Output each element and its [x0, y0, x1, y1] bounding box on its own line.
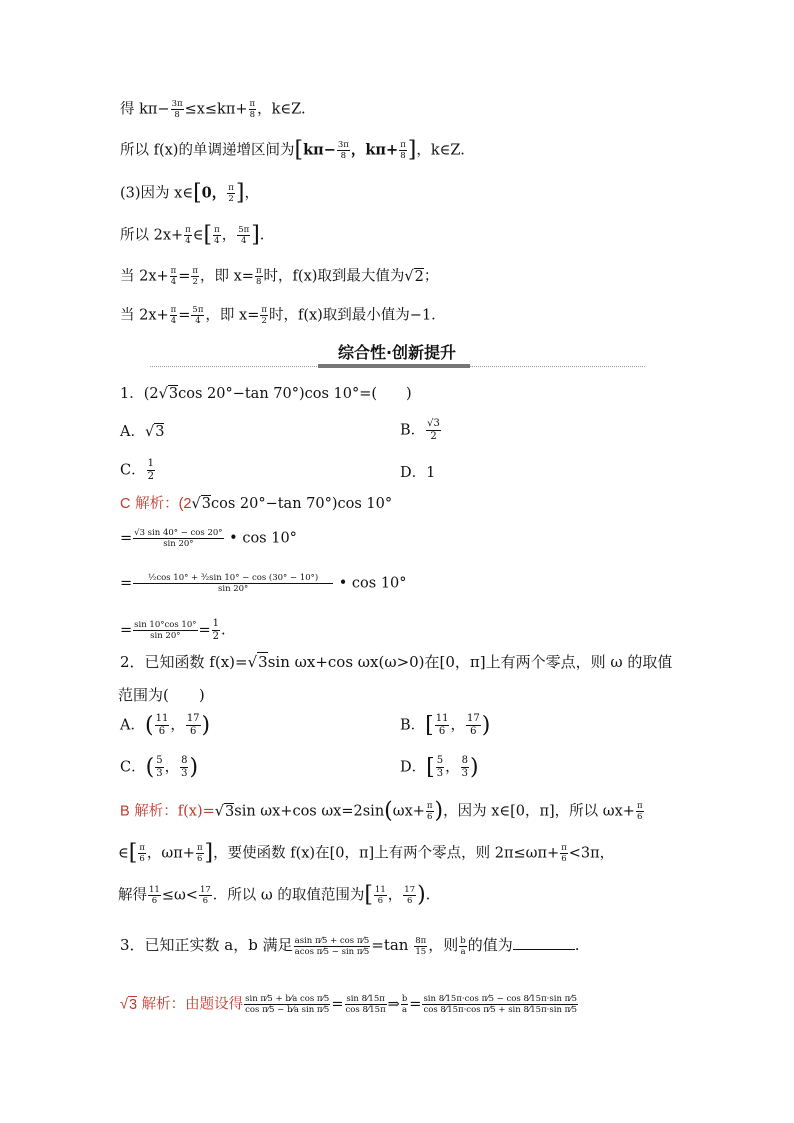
text-line: 所以 2x+ $\frac{\pi}{4}$ ∈[ $\frac{\pi}{4}$ ， $\frac{5\pi}{4}$ ].	[120, 222, 265, 248]
text: 所以 f(x)的单调递增区间为	[120, 142, 295, 159]
text-line: 所以 f(x)的单调递增区间为[kπ− $\frac{3\pi}{8}$ ，kπ+ $\frac{\pi}{8}$ ]，k∈Z.	[120, 137, 465, 163]
text: ≤x≤kπ+	[184, 101, 248, 118]
text: ∈	[192, 227, 204, 244]
text: 0，	[201, 184, 227, 202]
fraction: $\frac{\pi}{4}$	[185, 225, 191, 246]
fraction: $\frac{3\pi}{8}$	[171, 99, 183, 120]
question-2-stem-cont: 范围为( )	[118, 686, 205, 704]
fraction: $\frac{\pi}{2}$	[261, 305, 267, 326]
text: (3)因为 x∈	[120, 185, 194, 202]
q2-option-d: D．[ $\frac{5}{3}$ ， $\frac{8}{3}$ )	[400, 755, 479, 780]
fraction: $\frac{5\pi}{4}$	[192, 305, 204, 326]
text-line	[120, 99, 306, 120]
answer-blank	[513, 949, 575, 950]
fraction: $\frac{\pi}{4}$	[214, 225, 220, 246]
q1-solution-line: C 解析：(2√3cos 20°−tan 70°)cos 10°	[120, 496, 393, 512]
section-title: 综合性·创新提升	[337, 343, 457, 362]
fraction: $\frac{\pi}{8}$	[249, 99, 256, 120]
question-2-stem: 2．已知函数 f(x)=√3sin ωx+cos ωx(ω>0)在[0，π]上有两个零点，则 ω 的取值	[120, 653, 673, 671]
q2-solution-line: B 解析：f(x)=√3sin ωx+cos ωx=2sin(ωx+ $\frac{\pi}{6}$ )，因为 x∈[0，π]，所以 ωx+ $\frac{\pi}{6}$	[120, 798, 643, 824]
text: ，kπ+	[350, 141, 399, 159]
q1-solution-step: = $\frac{√3 \sin 40^\circ - \cos 20^\circ}{\sin 20^\circ}$ • cos 10°	[120, 528, 297, 549]
q1-option-c: C． $\frac{1}{2}$	[120, 458, 154, 482]
q2-solution-line: ∈[ $\frac{\pi}{6}$ ，ωπ+ $\frac{\pi}{6}$ ]，要使函数 f(x)在[0，π]上有两个零点，则 2π≤ωπ+ $\frac{\pi}{6}$ <3π，	[118, 840, 615, 866]
q2-option-b: B．[ $\frac{11}{6}$ ， $\frac{17}{6}$ )	[400, 713, 491, 738]
fraction: $\frac{\pi}{4}$	[170, 305, 177, 326]
question-3-stem: 3．已知正实数 a，b 满足 $\frac{\text{asin π⁄5 + cos π⁄5}}{\text{acos π⁄5 − sin π⁄5}}$ =tan $\frac{8\pi}{15}$ ，则 $\frac{b}{a}$ 的值为 .	[120, 935, 580, 957]
q1-option-d: D．1	[400, 465, 436, 481]
q2-option-a: A．( $\frac{11}{6}$ ， $\frac{17}{6}$ )	[120, 713, 211, 738]
text: kπ−	[303, 141, 336, 159]
question-1-stem: 1．(2√3cos 20°−tan 70°)cos 10°=( )	[120, 386, 412, 402]
text: ，k∈Z.	[257, 101, 306, 118]
q2-option-c: C．( $\frac{5}{3}$ ， $\frac{8}{3}$ )	[120, 755, 199, 780]
text: ，k∈Z.	[416, 142, 465, 159]
fraction: $\frac{\pi}{8}$	[255, 266, 262, 287]
fraction: $\frac{\pi}{2}$	[228, 183, 234, 204]
fraction: $\frac{\pi}{4}$	[170, 266, 177, 287]
answer-label: 3	[128, 996, 138, 1013]
answer-label: B	[120, 803, 130, 820]
text-line: 当 2x+ $\frac{\pi}{4}$ = $\frac{\pi}{2}$ ，即 x= $\frac{\pi}{8}$ 时，f(x)取到最大值为√2；	[120, 266, 439, 287]
answer-label: C	[120, 496, 131, 512]
text-line: (3)因为 x∈[0， $\frac{\pi}{2}$ ]，	[120, 180, 259, 206]
q2-solution-line: 解得 $\frac{11}{6}$ ≤ω< $\frac{17}{6}$ ．所以 ω 的取值范围为[ $\frac{11}{6}$ ， $\frac{17}{6}$ ).	[118, 882, 431, 908]
q1-option-a: A．√3	[120, 424, 165, 440]
fraction: $\frac{\pi}{8}$	[400, 140, 406, 161]
q3-solution-line: √3 解析：由题设得 $\frac{\text{sin π⁄5 + b⁄a cos π⁄5}}{\text{cos π⁄5 − b⁄a sin π⁄5}}$ = $\frac{\sin 8⁄15\pi}{\cos 8⁄15\pi}$ ⇒ $\frac{b}{a}$ = $\frac{\text{sin 8⁄15π·cos π⁄5 − cos 8⁄15π·sin π⁄5}}{\text{cos 8⁄15π·cos π⁄5 + sin 8⁄15π·sin π⁄5}}$	[120, 994, 578, 1015]
text: ，	[244, 185, 259, 202]
q1-solution-step: = $\frac{\text{½cos 10° + ³⁄₂sin 10° − cos (30° − 10°)}}{\sin 20^\circ}$ • cos 10°	[120, 573, 407, 594]
q1-solution-step: = $\frac{\sin 10^\circ\cos 10^\circ}{\sin 20^\circ}$ = $\frac{1}{2}$ .	[120, 618, 226, 642]
fraction: $\frac{3\pi}{8}$	[337, 140, 349, 161]
q1-option-b: B． $\frac{√3}{2}$	[400, 418, 440, 442]
text: 得 kπ−	[120, 101, 170, 118]
fraction: $\frac{5\pi}{4}$	[238, 225, 250, 246]
section-underline	[318, 364, 470, 368]
fraction: $\frac{\pi}{2}$	[192, 266, 199, 287]
sqrt-value: 2	[414, 268, 424, 285]
text-line: 当 2x+ $\frac{\pi}{4}$ = $\frac{5\pi}{4}$ ，即 x= $\frac{\pi}{2}$ 时，f(x)取到最小值为−1.	[120, 305, 436, 326]
text: 所以 2x+	[120, 227, 184, 244]
